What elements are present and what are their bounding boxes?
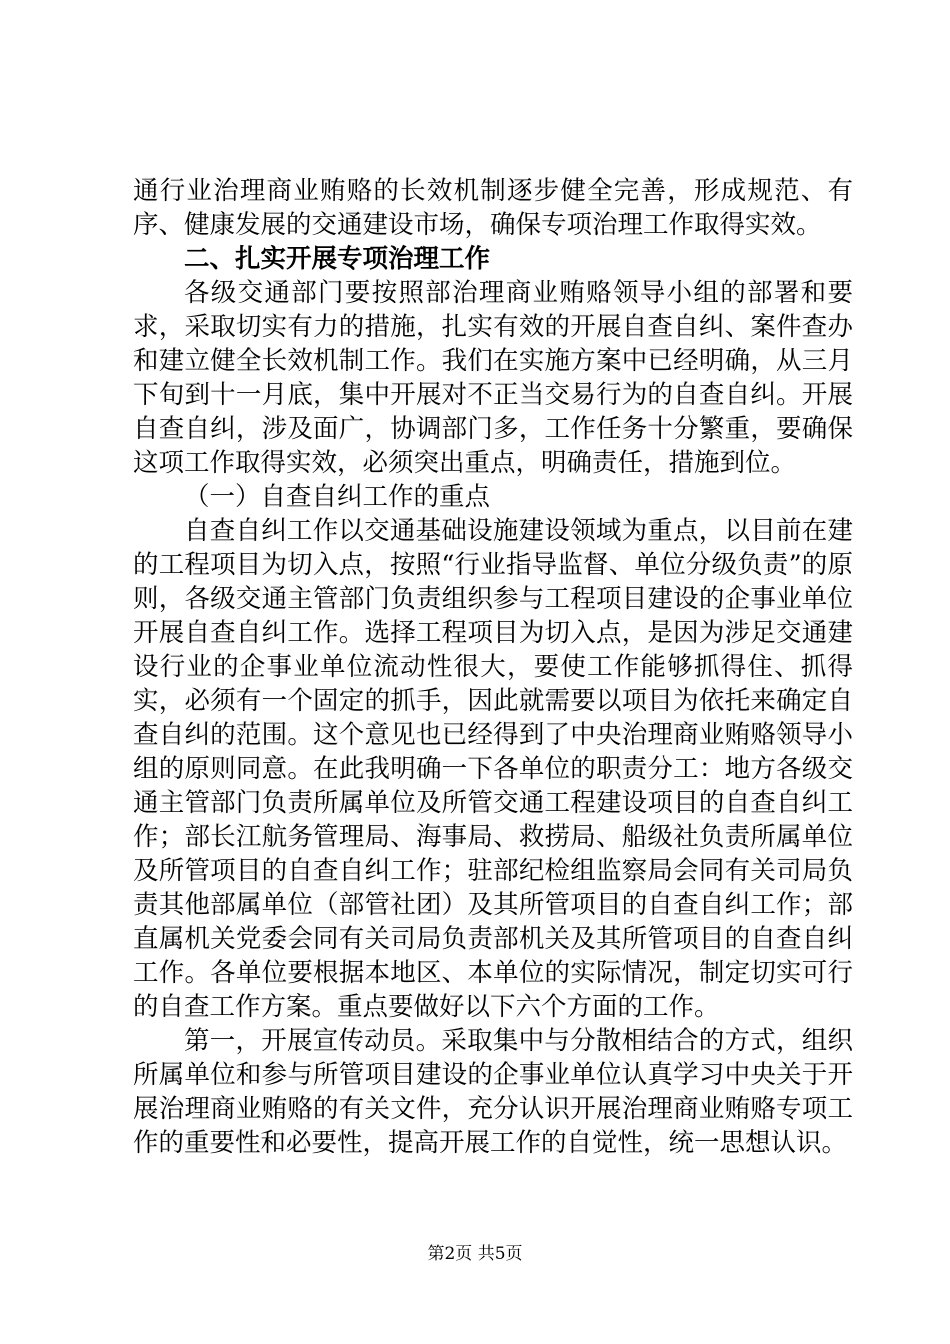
paragraph-4: 第一，开展宣传动员。采取集中与分散相结合的方式，组织所属单位和参与所管项目建设的企事业单位认真学习中央关于开展治理商业贿赂的有关文件，充分认识开展治理商业贿赂专项工作的重要性和必要性，提高开展工作的自觉性，统一思想认识。 (133, 1026, 853, 1158)
paragraph-3: 自查自纠工作以交通基础设施建设领域为重点，以目前在建的工程项目为切入点，按照“行业指导监督、单位分级负责”的原则，各级交通主管部门负责组织参与工程项目建设的企事业单位开展自查自纠工作。选择工程项目为切入点，是因为涉足交通建设行业的企事业单位流动性很大，要使工作能够抓得住、抓得实，必须有一个固定的抓手，因此就需要以项目为依托来确定自查自纠的范围。这个意见也已经得到了中央治理商业贿赂领导小组的原则同意。在此我明确一下各单位的职责分工：地方各级交通主管部门负责所属单位及所管交通工程建设项目的自查自纠工作；部长江航务管理局、海事局、救捞局、船级社负责所属单位及所管项目的自查自纠工作；驻部纪检组监察局会同有关司局负责其他部属单位（部管社团）及其所管项目的自查自纠工作；部直属机关党委会同有关司局负责部机关及其所管项目的自查自纠工作。各单位要根据本地区、本单位的实际情况，制定切实可行的自查工作方案。重点要做好以下六个方面的工作。 (133, 516, 853, 1022)
section-heading-2: 二、扎实开展专项治理工作 (184, 244, 491, 274)
document-body (133, 174, 853, 1160)
page-footer: 第2页 共5页 (427, 1244, 523, 1264)
paragraph-intro: 通行业治理商业贿赂的长效机制逐步健全完善，形成规范、有序、健康发展的交通建设市场，确保专项治理工作取得实效。 (133, 176, 853, 240)
subsection-heading-1: （一）自查自纠工作的重点 (184, 482, 491, 512)
paragraph-2: 各级交通部门要按照部治理商业贿赂领导小组的部署和要求，采取切实有力的措施，扎实有效的开展自查自纠、案件查办和建立健全长效机制工作。我们在实施方案中已经明确，从三月下旬到十一月底，集中开展对不正当交易行为的自查自纠。开展自查自纠，涉及面广，协调部门多，工作任务十分繁重，要确保这项工作取得实效，必须突出重点，明确责任，措施到位。 (133, 278, 853, 478)
